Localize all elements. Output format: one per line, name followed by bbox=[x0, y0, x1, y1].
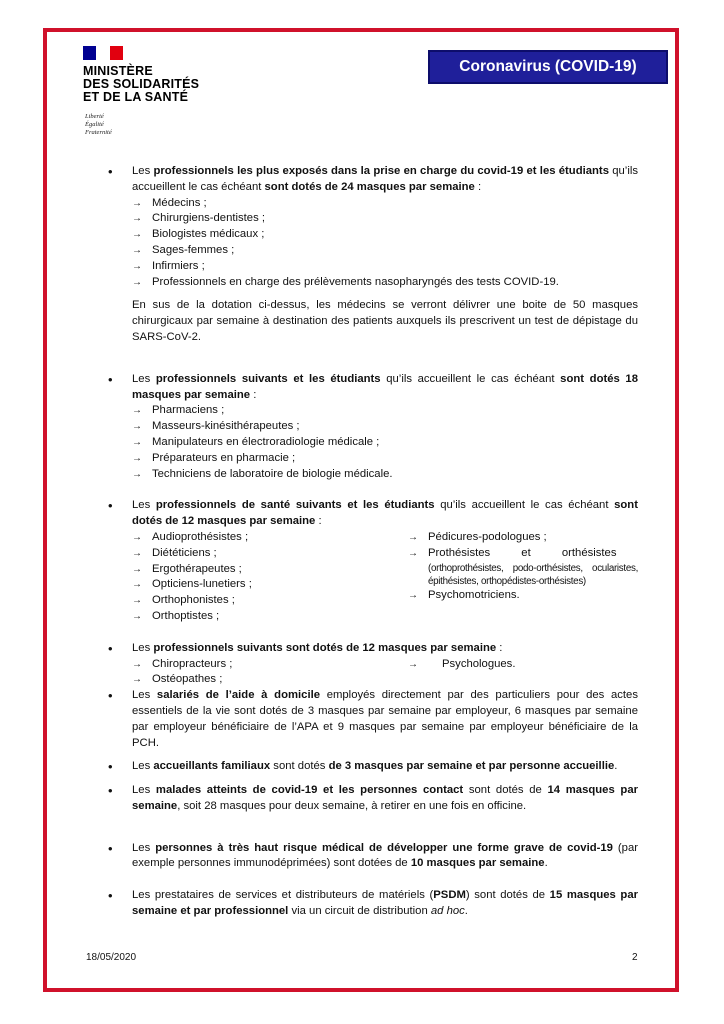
bullet-high-risk: • Les personnes à très haut risque médical de développer une forme grave de covid-19 (par exemple personnes immunodéprimées) sont dotées de 10 masques par semaine. bbox=[108, 841, 638, 873]
list-item: → Sages-femmes ; bbox=[108, 243, 638, 259]
list-item: → Chiropracteurs ; bbox=[108, 657, 408, 673]
list-item: → Psychologues. bbox=[408, 657, 638, 673]
list-item: → Préparateurs en pharmacie ; bbox=[108, 451, 638, 467]
list-item: → Techniciens de laboratoire de biologie médicale. bbox=[108, 467, 638, 483]
list-18-masks bbox=[108, 403, 638, 482]
page-number: 2 bbox=[632, 952, 638, 963]
footer-date: 18/05/2020 bbox=[86, 952, 137, 963]
ministry-name: MINISTÈRE DES SOLIDARITÉS ET DE LA SANTÉ bbox=[83, 64, 200, 104]
list-item: → Audioprothésistes ; bbox=[108, 530, 408, 546]
list-item: → Ostéopathes ; bbox=[108, 672, 408, 688]
marianne-logo-icon bbox=[83, 46, 123, 60]
list-item: → Manipulateurs en électroradiologie médicale ; bbox=[108, 435, 638, 451]
bullet-24-masks: • Les professionnels les plus exposés dans la prise en charge du covid-19 et les étudiants qu’ils accueillent le cas échéant sont dotés de 24 masques par semaine : bbox=[108, 164, 638, 196]
list-item: → Prothésistes et orthésistes (orthoprothésistes, podo-orthésistes, ocularistes, épithésistes, orthopédistes-orthésistes) bbox=[408, 546, 638, 588]
list-item: → Orthoptistes ; bbox=[108, 609, 408, 625]
note-doctors: En sus de la dotation ci-dessus, les médecins se verront délivrer une boite de 50 masques chirurgicaux par semaine à destination des patients auxquels ils prescrivent un test de dépistage du SARS-CoV-2. bbox=[132, 299, 638, 343]
list-item: → Ergothérapeutes ; bbox=[108, 562, 408, 578]
list-item: → Biologistes médicaux ; bbox=[108, 227, 638, 243]
list-item: → Médecins ; bbox=[108, 196, 638, 212]
title-banner: Coronavirus (COVID-19) bbox=[428, 50, 668, 84]
bullet-covid-patients: • Les malades atteints de covid-19 et les personnes contact sont dotés de 14 masques par semaine, soit 28 masques pour deux semaine, à retirer en une fois en officine. bbox=[108, 783, 638, 815]
bullet-12-masks-health: • Les professionnels de santé suivants et les étudiants qu’ils accueillent le cas échéant sont dotés de 12 masques par semaine : bbox=[108, 498, 638, 530]
bullet-home-aid: • Les salariés de l’aide à domicile employés directement par des particuliers pour des actes essentiels de la vie sont dotés de 3 masques par semaine par employeur, 6 masques par semaine par employeur bénéficiaire de l’APA et 9 masques par semaine par employeur bénéficiaire de la PCH. bbox=[108, 688, 638, 751]
bullet-18-masks: • Les professionnels suivants et les étudiants qu’ils accueillent le cas échéant sont dotés 18 masques par semaine : bbox=[108, 372, 638, 404]
list-item: → Infirmiers ; bbox=[108, 259, 638, 275]
list-item: → Psychomotriciens. bbox=[408, 588, 638, 604]
bullet-foster-carers: • Les accueillants familiaux sont dotés de 3 masques par semaine et par personne accueillie. bbox=[108, 759, 638, 775]
bullet-psdm: • Les prestataires de services et distributeurs de matériels (PSDM) sont dotés de 15 masques par semaine et par professionnel via un circuit de distribution ad hoc. bbox=[108, 888, 638, 920]
list-24-masks bbox=[108, 196, 638, 291]
document-body bbox=[108, 164, 638, 920]
bullet-12-masks-others: • Les professionnels suivants sont dotés de 12 masques par semaine : bbox=[108, 641, 638, 657]
list-12-masks-health bbox=[108, 530, 638, 625]
list-item: → Opticiens-lunetiers ; bbox=[108, 577, 408, 593]
republic-motto: Liberté Égalité Fraternité bbox=[85, 113, 112, 136]
list-item: → Orthophonistes ; bbox=[108, 593, 408, 609]
list-item: → Pédicures-podologues ; bbox=[408, 530, 638, 546]
list-12-masks-others bbox=[108, 657, 638, 689]
list-item: → Diététiciens ; bbox=[108, 546, 408, 562]
list-item: → Professionnels en charge des prélèvements nasopharyngés des tests COVID-19. bbox=[108, 275, 638, 291]
list-item: → Masseurs-kinésithérapeutes ; bbox=[108, 419, 638, 435]
list-item: → Chirurgiens-dentistes ; bbox=[108, 211, 638, 227]
list-item: → Pharmaciens ; bbox=[108, 403, 638, 419]
